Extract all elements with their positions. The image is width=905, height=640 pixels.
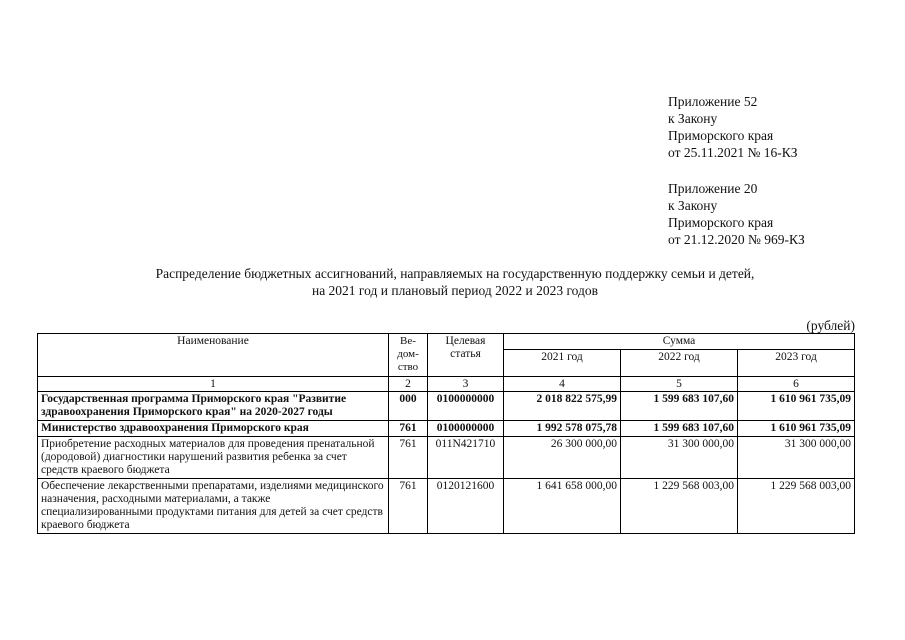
header-year-2022: 2022 год — [621, 350, 738, 377]
row-amount-2023: 31 300 000,00 — [738, 437, 855, 479]
header-year-2021: 2021 год — [504, 350, 621, 377]
currency-unit: (рублей) — [806, 318, 855, 333]
row-amount-2022: 1 599 683 107,60 — [621, 392, 738, 421]
annex-original-line2: к Закону — [668, 198, 718, 213]
row-target-article: 0100000000 — [428, 392, 504, 421]
header-name: Наименование — [38, 334, 389, 377]
row-department: 000 — [389, 392, 428, 421]
annex-original-line4: от 21.12.2020 № 969-КЗ — [668, 232, 805, 247]
document-title-line1: Распределение бюджетных ассигнований, направляемых на государственную поддержку семьи и детей, — [155, 266, 755, 281]
row-department: 761 — [389, 421, 428, 437]
row-amount-2022: 1 229 568 003,00 — [621, 479, 738, 534]
row-amount-2023: 1 610 961 735,09 — [738, 421, 855, 437]
row-target-article: 011N421710 — [428, 437, 504, 479]
table-row — [38, 437, 855, 479]
annex-current-line3: Приморского края — [668, 128, 774, 143]
header-target-article — [428, 334, 504, 377]
document-title-line2: на 2021 год и плановый период 2022 и 2023 годов — [311, 283, 599, 298]
column-number: 5 — [621, 377, 738, 392]
column-number: 3 — [428, 377, 504, 392]
table-row — [38, 392, 855, 421]
row-department: 761 — [389, 479, 428, 534]
row-amount-2021: 26 300 000,00 — [504, 437, 621, 479]
table-row — [38, 421, 855, 437]
budget-table — [37, 333, 855, 534]
header-department-line2: дом- — [397, 348, 419, 360]
row-amount-2023: 1 610 961 735,09 — [738, 392, 855, 421]
annex-original-line3: Приморского края — [668, 215, 774, 230]
header-department-line1: Ве- — [400, 335, 416, 347]
column-number: 4 — [504, 377, 621, 392]
header-sum: Сумма — [504, 334, 855, 350]
header-year-2023: 2023 год — [738, 350, 855, 377]
column-number: 2 — [389, 377, 428, 392]
annex-current-block — [668, 93, 798, 161]
row-amount-2022: 31 300 000,00 — [621, 437, 738, 479]
annex-current-line1: Приложение 52 — [668, 94, 758, 109]
header-article-line1: Целевая — [445, 335, 486, 347]
column-number: 6 — [738, 377, 855, 392]
annex-original-line1: Приложение 20 — [668, 181, 758, 196]
row-amount-2021: 2 018 822 575,99 — [504, 392, 621, 421]
header-article-line2: статья — [450, 348, 481, 360]
row-name: Обеспечение лекарственными препаратами, изделиями медицинского назначения, расходными материалами, а также специализированными продуктами питания для детей за счет средств краевого бюджета — [38, 479, 389, 534]
row-target-article: 0120121600 — [428, 479, 504, 534]
header-department — [389, 334, 428, 377]
row-name: Министерство здравоохранения Приморского края — [38, 421, 389, 437]
row-department: 761 — [389, 437, 428, 479]
annex-current-line2: к Закону — [668, 111, 718, 126]
row-name: Приобретение расходных материалов для проведения пренатальной (дородовой) диагностики нарушений развития ребенка за счет средств краевого бюджета — [38, 437, 389, 479]
annex-original-block — [668, 180, 805, 248]
row-amount-2023: 1 229 568 003,00 — [738, 479, 855, 534]
table-row — [38, 479, 855, 534]
row-name: Государственная программа Приморского края "Развитие здравоохранения Приморского края" на 2020-2027 годы — [38, 392, 389, 421]
column-number-row — [38, 377, 855, 392]
row-amount-2021: 1 641 658 000,00 — [504, 479, 621, 534]
row-amount-2021: 1 992 578 075,78 — [504, 421, 621, 437]
row-target-article: 0100000000 — [428, 421, 504, 437]
header-department-line3: ство — [397, 361, 419, 373]
column-number: 1 — [38, 377, 389, 392]
row-amount-2022: 1 599 683 107,60 — [621, 421, 738, 437]
annex-current-line4: от 25.11.2021 № 16-КЗ — [668, 145, 798, 160]
document-title — [60, 265, 850, 299]
